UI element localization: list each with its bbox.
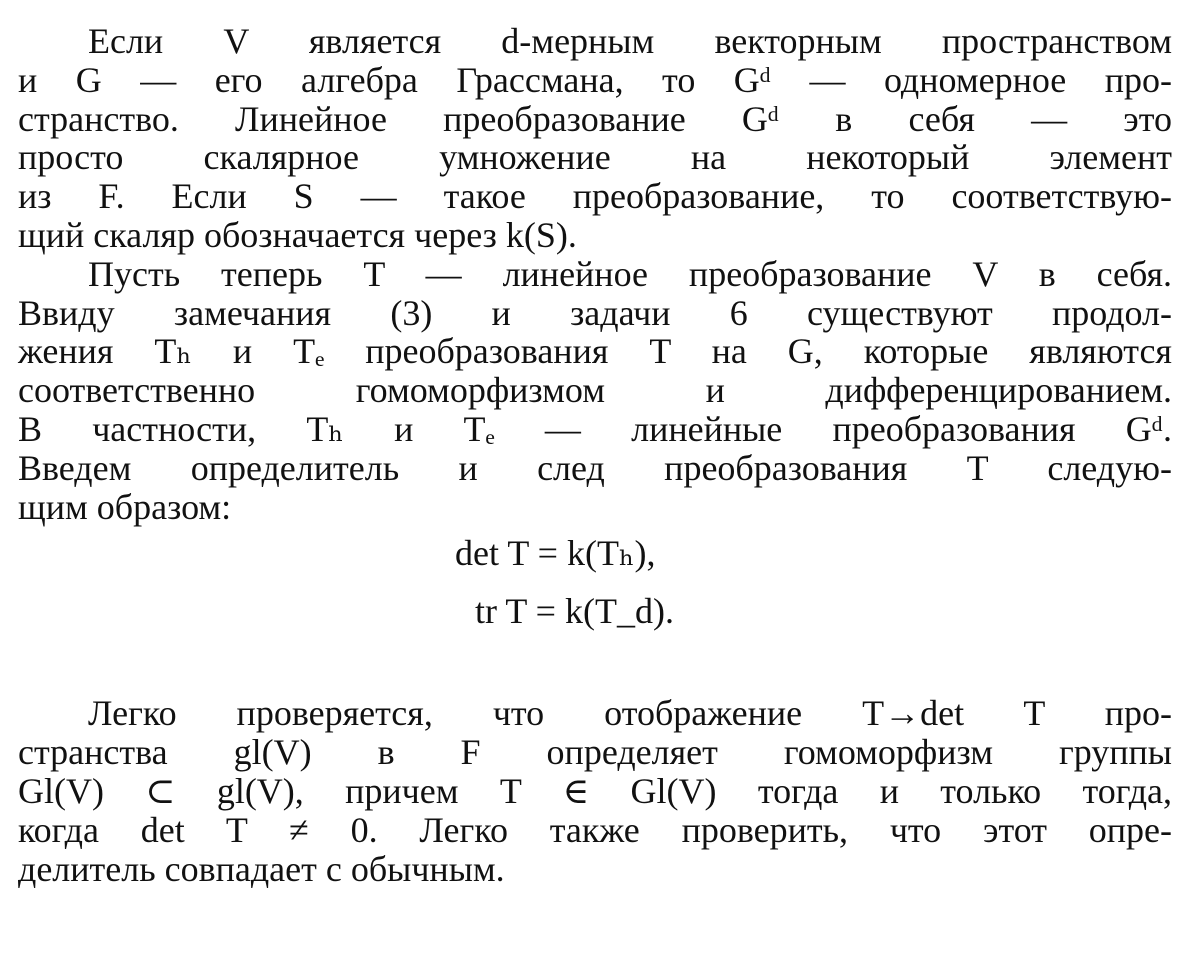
paragraph-line: и G — его алгебра Грассмана, то Gᵈ — одномерное про- [18, 59, 1172, 100]
formula-block [18, 534, 1172, 650]
paragraph-line: жения Tₕ и Tₑ преобразования T на G, которые являются [18, 331, 1172, 372]
paragraph-line: странство. Линейное преобразование Gᵈ в себя — это [18, 98, 1172, 139]
paragraph-line: странства gl(V) в F определяет гомоморфизм группы [18, 732, 1172, 773]
paragraph-line: делитель совпадает с обычным. [18, 848, 505, 889]
paragraph-line: Ввиду замечания (3) и задачи 6 существуют продол- [18, 292, 1172, 333]
paragraph-2 [18, 255, 1172, 527]
paragraph-line: из F. Если S — такое преобразование, то соответствую- [18, 176, 1172, 217]
paragraph-line: Введем определитель и след преобразования T следую- [18, 447, 1172, 488]
paragraph-1 [18, 22, 1172, 255]
paragraph-line: Легко проверяется, что отображение T→det T про- [88, 693, 1172, 734]
paragraph-line: Gl(V) ⊂ gl(V), причем T ∈ Gl(V) тогда и только тогда, [18, 770, 1172, 811]
paragraph-line: В частности, Tₕ и Tₑ — линейные преобразования Gᵈ. [18, 408, 1172, 449]
determinant-formula: det T = k(Tₕ), [455, 533, 656, 574]
paragraph-line: просто скалярное умножение на некоторый элемент [18, 137, 1172, 178]
paragraph-line: щим образом: [18, 486, 232, 527]
document-page [18, 22, 1172, 888]
paragraph-line: щий скаляр обозначается через k(S). [18, 214, 577, 255]
trace-formula: tr T = k(T_d). [475, 591, 674, 632]
paragraph-3 [18, 694, 1172, 888]
paragraph-line: Пусть теперь T — линейное преобразование V в себя. [88, 253, 1172, 294]
paragraph-line: когда det T ≠ 0. Легко также проверить, что этот опре- [18, 809, 1172, 850]
paragraph-line: соответственно гомоморфизмом и дифференцированием. [18, 370, 1172, 411]
paragraph-line: Если V является d-мерным векторным пространством [88, 21, 1172, 61]
